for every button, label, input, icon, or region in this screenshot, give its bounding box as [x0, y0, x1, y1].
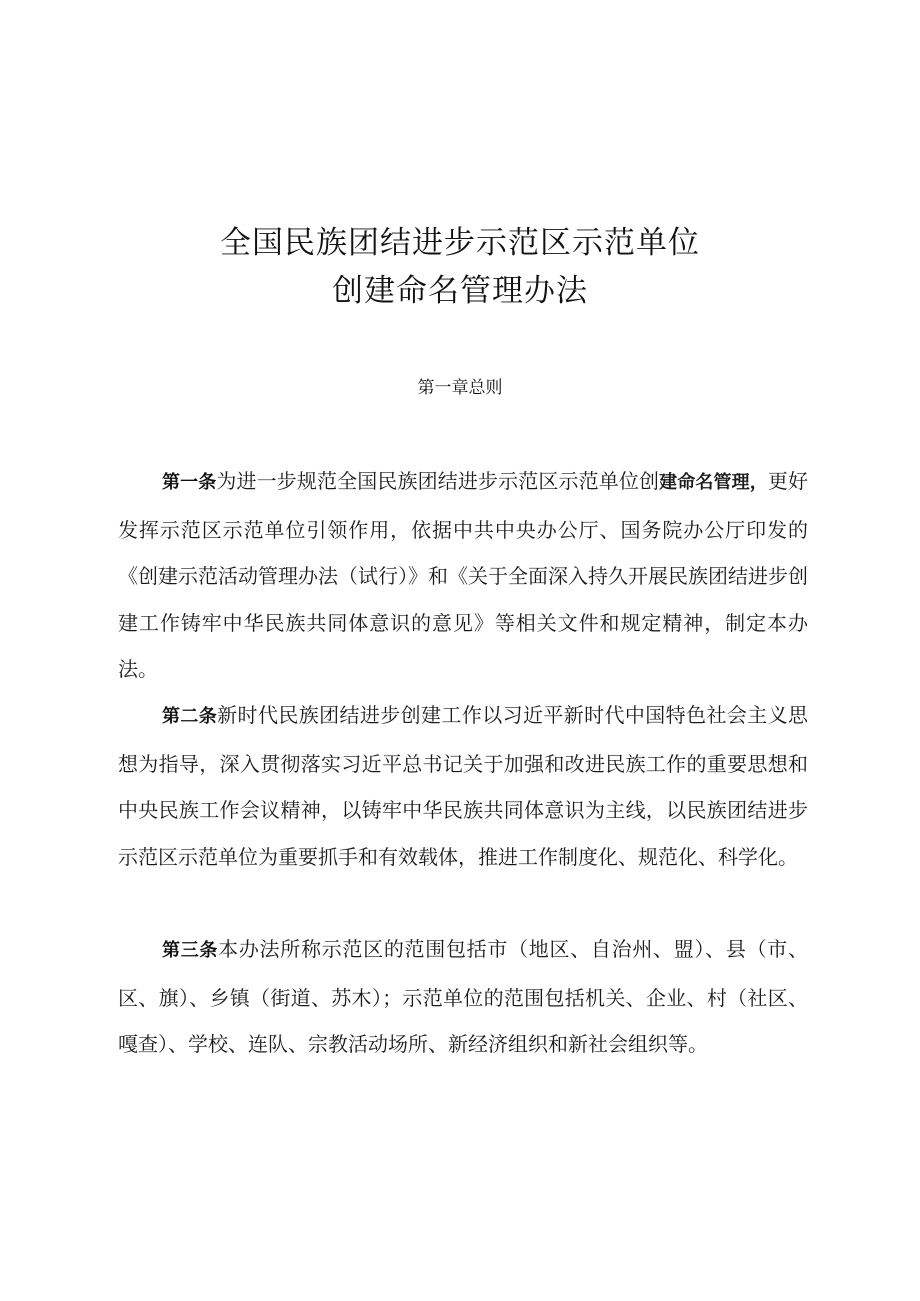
- article-3-text: 本办法所称示范区的范围包括市（地区、自治州、盟）、县（市、区、旗）、乡镇（街道、苏木）；示范单位的范围包括机关、企业、村（社区、嘎查）、学校、连队、宗教活动场所、新经济组织和新社会组织等。: [118, 937, 809, 1056]
- article-3: [118, 926, 808, 1068]
- article-1: [118, 458, 808, 693]
- article-1-text-part-2: 更好发挥示范区示范单位引领作用，依据中共中央办公厅、国务院办公厅印发的《创建示范活动管理办法（试行）》和《关于全面深入持久开展民族团结进步创建工作铸牢中华民族共同体意识的意见》等相关文件和规定精神，制定本办法。: [118, 469, 808, 681]
- chapter-heading: 第一章总则: [417, 378, 503, 398]
- article-2-heading: 第二条: [162, 706, 218, 727]
- article-2-text: 新时代民族团结进步创建工作以习近平新时代中国特色社会主义思想为指导，深入贯彻落实习近平总书记关于加强和改进民族工作的重要思想和中央民族工作会议精神，以铸牢中华民族共同体意识为主线，以民族团结进步示范区示范单位为重要抓手和有效载体，推进工作制度化、规范化、科学化。: [118, 703, 809, 869]
- document-title-line-1: 全国民族团结进步示范区示范单位: [220, 225, 700, 261]
- article-1-heading: 第一条: [162, 472, 217, 493]
- article-1-text-part-1: 为进一步规范全国民族团结进步示范区示范单位创: [216, 469, 660, 493]
- article-3-heading: 第三条: [162, 940, 219, 961]
- article-2: [118, 692, 808, 880]
- article-1-text-bold: 建命名管理，: [659, 472, 768, 493]
- document-title-line-2: 创建命名管理办法: [332, 273, 588, 309]
